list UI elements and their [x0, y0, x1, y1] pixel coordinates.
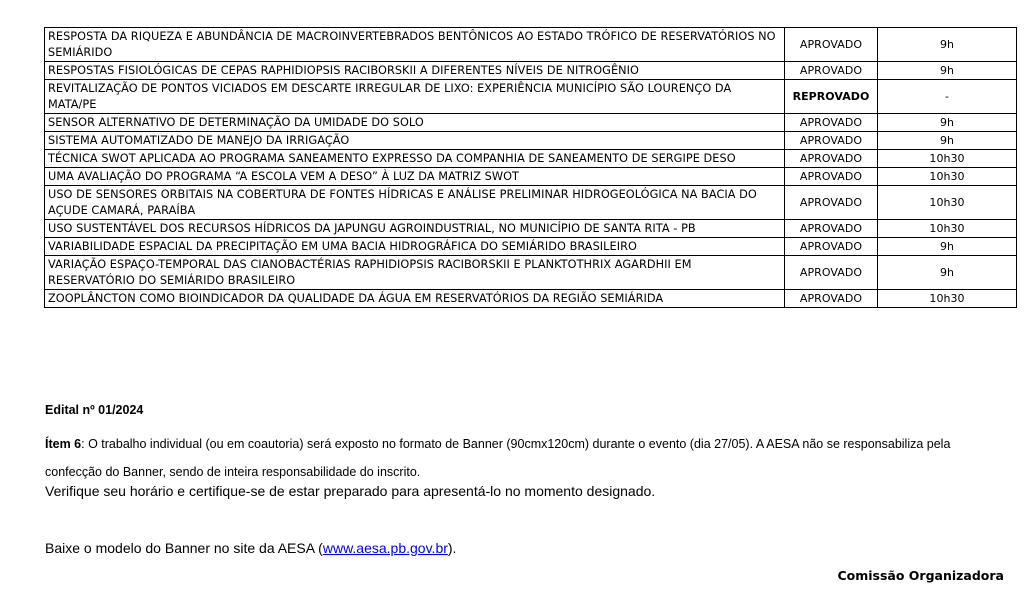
time-cell: 10h30	[878, 168, 1017, 186]
organizing-committee-signature: Comissão Organizadora	[837, 568, 1004, 583]
table-row	[45, 150, 1017, 168]
status-cell: APROVADO	[785, 132, 878, 150]
table-row	[45, 132, 1017, 150]
results-body	[45, 28, 1017, 308]
time-cell: 10h30	[878, 186, 1017, 220]
table-row	[45, 28, 1017, 62]
status-cell: APROVADO	[785, 290, 878, 308]
item-6-text: : O trabalho individual (ou em coautoria) será exposto no formato de Banner (90cmx120cm) durante o evento (dia 27/05). A AESA não se responsabiliza pela confecção do Banner, sendo de inteira responsabilidade do inscrito.	[45, 437, 951, 479]
aesa-site-link[interactable]: www.aesa.pb.gov.br	[322, 540, 448, 556]
work-title-cell: VARIABILIDADE ESPACIAL DA PRECIPITAÇÃO EM UMA BACIA HIDROGRÁFICA DO SEMIÁRIDO BRASILEIRO	[45, 238, 785, 256]
banner-note-prefix: Baixe o modelo do Banner no site da AESA (	[45, 540, 323, 556]
work-title-cell: VARIAÇÃO ESPAÇO-TEMPORAL DAS CIANOBACTÉRIAS RAPHIDIOPSIS RACIBORSKII E PLANKTOTHRIX AGARDHII EM RESERVATÓRIO DO SEMIÁRIDO BRASILEIRO	[45, 256, 785, 290]
work-title-cell: RESPOSTAS FISIOLÓGICAS DE CEPAS RAPHIDIOPSIS RACIBORSKII A DIFERENTES NÍVEIS DE NITROGÊNIO	[45, 62, 785, 80]
time-cell: 10h30	[878, 290, 1017, 308]
work-title-cell: RESPOSTA DA RIQUEZA E ABUNDÂNCIA DE MACROINVERTEBRADOS BENTÔNICOS AO ESTADO TRÓFICO DE RESERVATÓRIOS NO SEMIÁRIDO	[45, 28, 785, 62]
time-cell: 9h	[878, 256, 1017, 290]
results-table	[44, 27, 1017, 308]
status-cell: REPROVADO	[785, 80, 878, 114]
time-cell: 9h	[878, 114, 1017, 132]
status-cell: APROVADO	[785, 28, 878, 62]
status-cell: APROVADO	[785, 150, 878, 168]
item-6-paragraph	[45, 430, 1005, 486]
table-row	[45, 186, 1017, 220]
table-row	[45, 220, 1017, 238]
table-row	[45, 168, 1017, 186]
status-cell: APROVADO	[785, 238, 878, 256]
status-cell: APROVADO	[785, 186, 878, 220]
work-title-cell: SENSOR ALTERNATIVO DE DETERMINAÇÃO DA UMIDADE DO SOLO	[45, 114, 785, 132]
table-row	[45, 114, 1017, 132]
time-cell: 10h30	[878, 150, 1017, 168]
work-title-cell: USO DE SENSORES ORBITAIS NA COBERTURA DE FONTES HÍDRICAS E ANÁLISE PRELIMINAR HIDROGEOLÓGICA NA BACIA DO AÇUDE CAMARÁ, PARAÍBA	[45, 186, 785, 220]
banner-note	[45, 540, 1005, 556]
table-row	[45, 80, 1017, 114]
table-row	[45, 238, 1017, 256]
time-cell: 9h	[878, 28, 1017, 62]
work-title-cell: SISTEMA AUTOMATIZADO DE MANEJO DA IRRIGAÇÃO	[45, 132, 785, 150]
work-title-cell: USO SUSTENTÁVEL DOS RECURSOS HÍDRICOS DA JAPUNGU AGROINDUSTRIAL, NO MUNICÍPIO DE SANTA RITA - PB	[45, 220, 785, 238]
verify-note: Verifique seu horário e certifique-se de estar preparado para apresentá-lo no momento designado.	[45, 483, 656, 499]
time-cell: 9h	[878, 238, 1017, 256]
time-cell: 9h	[878, 132, 1017, 150]
work-title-cell: TÉCNICA SWOT APLICADA AO PROGRAMA SANEAMENTO EXPRESSO DA COMPANHIA DE SANEAMENTO DE SERGIPE DESO	[45, 150, 785, 168]
time-cell: 9h	[878, 62, 1017, 80]
work-title-cell: REVITALIZAÇÃO DE PONTOS VICIADOS EM DESCARTE IRREGULAR DE LIXO: EXPERIÊNCIA MUNICÍPIO SÃO LOURENÇO DA MATA/PE	[45, 80, 785, 114]
time-cell: -	[878, 80, 1017, 114]
work-title-cell: ZOOPLÂNCTON COMO BIOINDICADOR DA QUALIDADE DA ÁGUA EM RESERVATÓRIOS DA REGIÃO SEMIÁRIDA	[45, 290, 785, 308]
table-row	[45, 290, 1017, 308]
table-row	[45, 62, 1017, 80]
banner-note-suffix: ).	[447, 540, 457, 556]
edital-title: Edital nº 01/2024	[45, 403, 144, 417]
status-cell: APROVADO	[785, 114, 878, 132]
time-cell: 10h30	[878, 220, 1017, 238]
work-title-cell: UMA AVALIAÇÃO DO PROGRAMA “A ESCOLA VEM A DESO” À LUZ DA MATRIZ SWOT	[45, 168, 785, 186]
item-6-label: Ítem 6	[45, 437, 82, 451]
status-cell: APROVADO	[785, 62, 878, 80]
table-row	[45, 256, 1017, 290]
status-cell: APROVADO	[785, 168, 878, 186]
status-cell: APROVADO	[785, 256, 878, 290]
status-cell: APROVADO	[785, 220, 878, 238]
